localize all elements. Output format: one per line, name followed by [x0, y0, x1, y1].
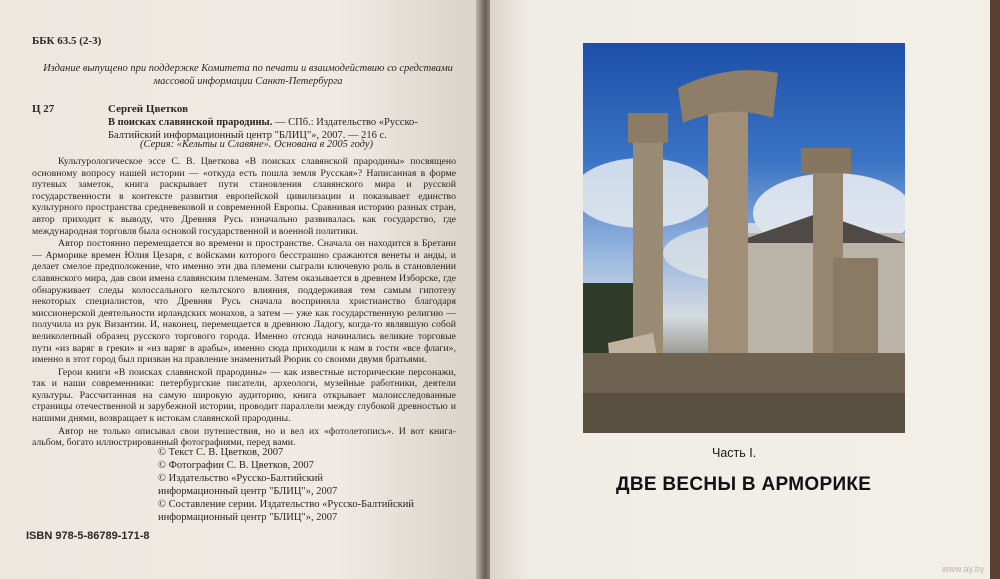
catalog-sign: Ц 27	[32, 103, 55, 115]
part-label: Часть I.	[712, 446, 757, 460]
book-author: Сергей Цветков	[108, 103, 189, 115]
chapter-photo	[583, 43, 905, 433]
abstract-paragraph: Герои книги «В поисках славянской прародины» — как известные исторические персонажи, так и наши современники: петербургские писатели, археологи, музейные работники, деятели культуры. Рассчитанная на самую широкую аудиторию, книга открывает малоисследованные страницы отечественной и зарубежной истории, проводит параллели между глубокой древностью и нашими днями, возвращает к истокам славянской прародины.	[32, 366, 456, 425]
abstract-paragraph: Культурологическое эссе С. В. Цветкова «В поисках славянской прародины» посвящено основному вопросу нашей истории — «откуда есть пошла земля Русская»? Написанная в форме путевых заметок, книга раскрывает пути становления славянского мира и русской государственности в контексте развития европейской цивилизации и показывает единство культурного пространства средневековой и современной Европы. Сравнивая историю разных стран, автор приходит к выводу, что Древняя Русь изначально развивалась как государство, где международная торговля была основой государственной и военной политики.	[32, 156, 456, 237]
imprint: — СПб.: Издательство «Русско-Балтийский информационный центр "БЛИЦ"», 2007. — 216 с.	[108, 117, 418, 142]
bbk-code: ББК 63.5 (2-3)	[32, 35, 102, 47]
left-page	[0, 0, 482, 579]
isbn: ISBN 978-5-86789-171-8	[26, 530, 150, 542]
copyright-line: © Фотографии С. В. Цветков, 2007	[158, 460, 314, 471]
copyright-block	[158, 446, 414, 524]
chapter-title: ДВЕ ВЕСНЫ В АРМОРИКЕ	[616, 474, 872, 495]
abstract	[32, 156, 456, 450]
watermark: www.ay.by	[942, 564, 985, 574]
copyright-line: © Текст С. В. Цветков, 2007	[158, 447, 284, 458]
copyright-line: информационный центр "БЛИЦ"», 2007	[158, 512, 338, 523]
stone-crosses-illustration	[583, 43, 905, 433]
copyright-line: © Издательство «Русско-Балтийский	[158, 473, 323, 484]
book-title: В поисках славянской прародины.	[108, 117, 273, 128]
copyright-line: информационный центр "БЛИЦ"», 2007	[158, 486, 338, 497]
abstract-paragraph: Автор постоянно перемещается во времени и пространстве. Сначала он находится в Бретани — Арморике времен Юлия Цезаря, с войсками которого бесстрашно сражаются венеты и анды, и делает смелое предположение, что именно эти два племени сыграли ключевую роль в становлении славянского мира, дав свои имена славянским племенам. Затем оказывается в древнем Изборске, где обнаруживает следы колоссального кельтского влияния, поддерживая тем самым гипотезу некоторых специалистов, что Древняя Русь сначала восприняла христианство благодаря миссионерской деятельности ирландских монахов, а затем — уже как государственную религию — получила из рук Византии. И, наконец, перемещается в древнюю Ладогу, когда-то являвшую собой великолепный образец русского торгового города. Именно отсюда начинались великие торговые пути «из варяг в греки» и «из варяг в арабы», именно сюда приходили к нам в гости «все флаги», именно в этот город был призван на правление знаменитый Рюрик со своими двумя братьями.	[32, 238, 456, 366]
abstract-paragraph: Автор не только описывал свои путешествия, но и вел их «фотолетопись». И вот книга-альбом, богато иллюстрированный фотографиями, перед вами.	[32, 425, 456, 449]
series-note: (Серия: «Кельты и Славяне». Основана в 2005 году)	[140, 139, 374, 150]
copyright-line: © Составление серии. Издательство «Русско-Балтийский	[158, 499, 414, 510]
book-edge	[990, 0, 1000, 579]
publication-note: Издание выпущено при поддержке Комитета по печати и взаимодействию со средствами массовой информации Санкт-Петербурга	[43, 63, 453, 87]
